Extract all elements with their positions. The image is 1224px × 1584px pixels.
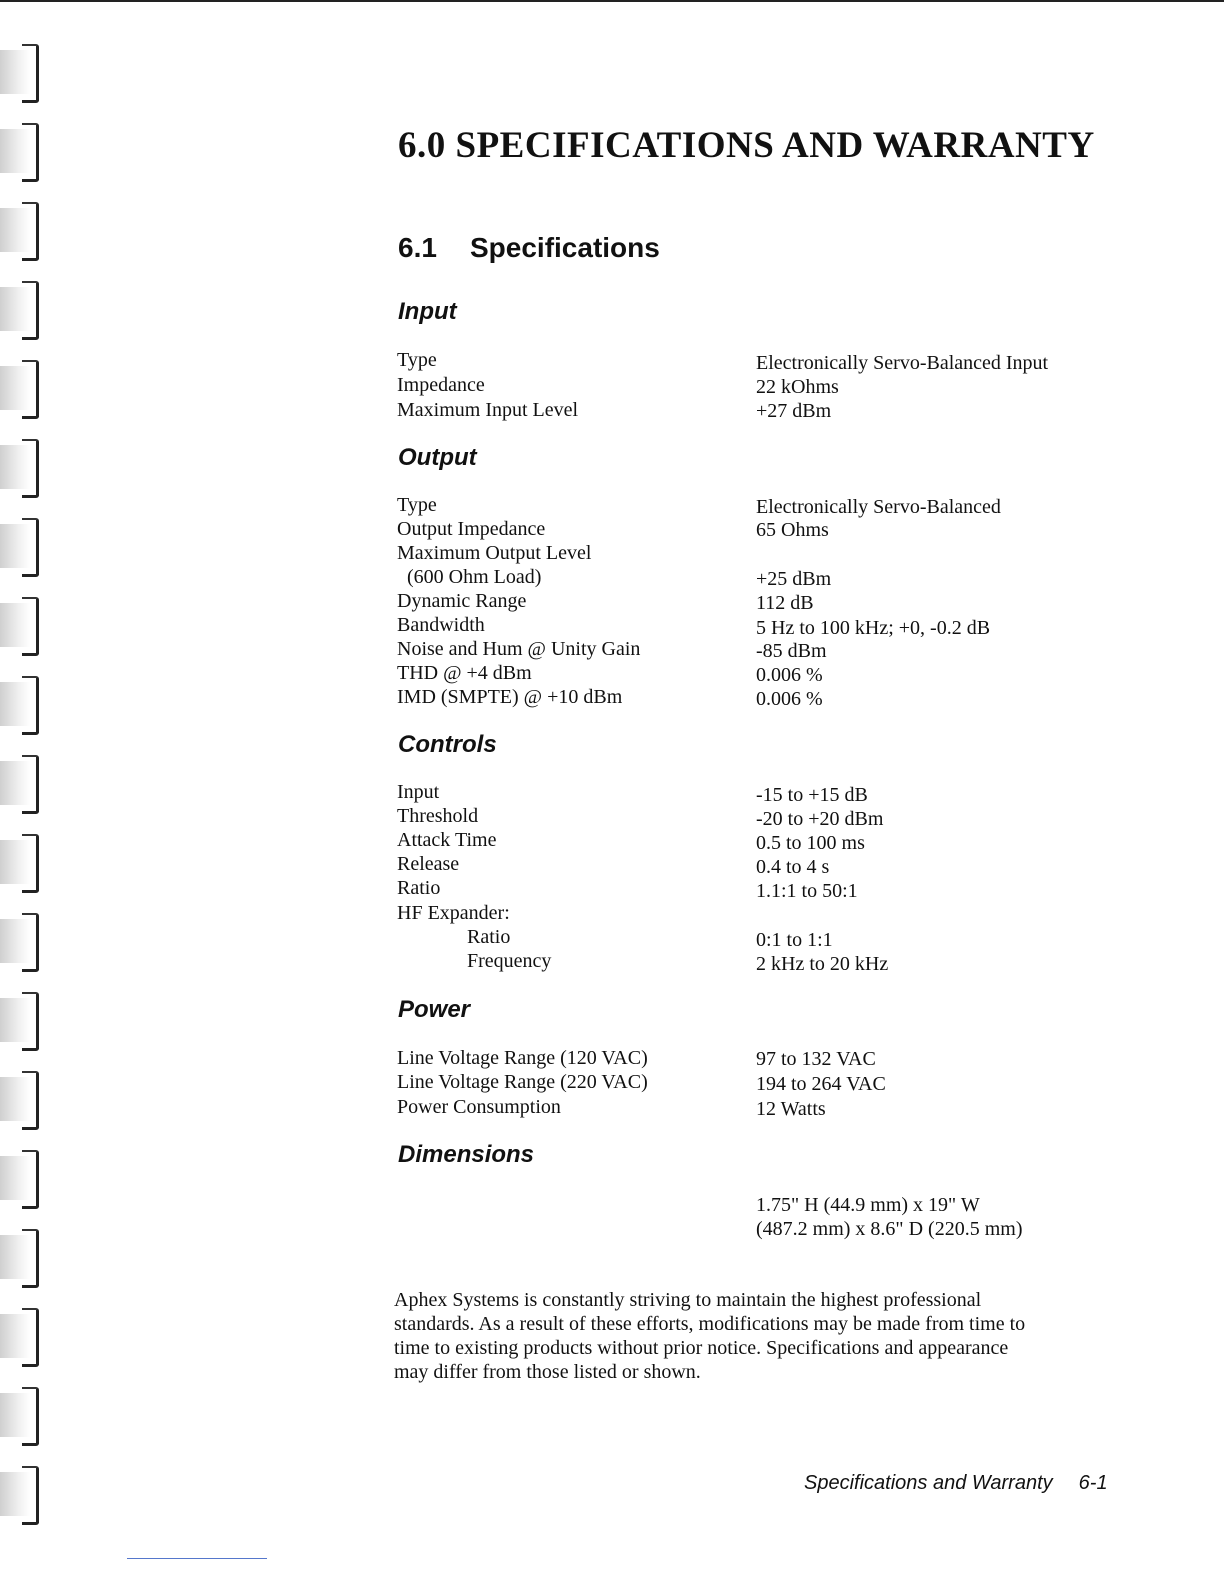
spec-label: Noise and Hum @ Unity Gain (397, 638, 641, 660)
binding-ring (0, 597, 46, 655)
spec-label: IMD (SMPTE) @ +10 dBm (397, 686, 623, 708)
spec-label: Line Voltage Range (220 VAC) (397, 1071, 648, 1093)
dimensions-heading: Dimensions (398, 1141, 535, 1168)
output-heading: Output (398, 444, 477, 471)
spec-value: 0:1 to 1:1 (756, 929, 833, 951)
spec-label: Power Consumption (397, 1096, 561, 1118)
spec-label: Ratio (467, 926, 511, 948)
notice-line: may differ from those listed or shown. (394, 1361, 701, 1383)
spec-value: Electronically Servo-Balanced Input (756, 352, 1049, 374)
spec-value: -20 to +20 dBm (756, 808, 884, 830)
spec-value: 194 to 264 VAC (756, 1073, 886, 1095)
page-edge-line (0, 0, 1224, 2)
section-number: 6.1 (398, 232, 437, 263)
binding-ring (0, 755, 46, 813)
spec-label: Type (397, 494, 437, 516)
spiral-binding (0, 0, 60, 1584)
spec-label: Attack Time (397, 829, 497, 851)
binding-ring (0, 1308, 46, 1366)
spec-label: Line Voltage Range (120 VAC) (397, 1047, 648, 1069)
binding-ring (0, 202, 46, 260)
spec-value: 112 dB (756, 592, 814, 614)
notice-line: Aphex Systems is constantly striving to maintain the highest professional (394, 1289, 982, 1311)
notice-line: standards. As a result of these efforts, modifications may be made from time to (394, 1313, 1026, 1335)
spec-label: Ratio (397, 877, 441, 899)
spec-label: Type (397, 349, 437, 371)
spec-value: 0.4 to 4 s (756, 856, 830, 878)
page-footer (804, 1472, 1108, 1495)
spec-value: +27 dBm (756, 400, 832, 422)
spec-label: (600 Ohm Load) (407, 566, 542, 588)
spec-value: 22 kOhms (756, 376, 839, 398)
binding-ring (0, 1466, 46, 1524)
spec-value: 1.1:1 to 50:1 (756, 880, 858, 902)
chapter-title: 6.0 SPECIFICATIONS AND WARRANTY (398, 125, 1095, 166)
binding-ring (0, 676, 46, 734)
footer-title: Specifications and Warranty (804, 1472, 1053, 1494)
section-heading (398, 232, 660, 264)
spec-label: Maximum Input Level (397, 399, 579, 421)
dimensions-line: 1.75" H (44.9 mm) x 19" W (756, 1194, 980, 1216)
notice-paragraph (394, 1288, 1114, 1384)
spec-label: Maximum Output Level (397, 542, 592, 564)
dimensions-line: (487.2 mm) x 8.6" D (220.5 mm) (756, 1218, 1023, 1240)
spec-value: 0.5 to 100 ms (756, 832, 865, 854)
spec-value: 12 Watts (756, 1098, 826, 1120)
spec-label: HF Expander: (397, 902, 510, 924)
binding-ring (0, 992, 46, 1050)
section-title: Specifications (470, 232, 660, 263)
controls-heading: Controls (398, 731, 497, 758)
spec-value: 65 Ohms (756, 519, 829, 541)
binding-ring (0, 44, 46, 102)
spec-label: Output Impedance (397, 518, 546, 540)
notice-line: time to existing products without prior notice. Specifications and appearance (394, 1337, 1009, 1359)
spec-value: 97 to 132 VAC (756, 1048, 876, 1070)
spec-value: 0.006 % (756, 664, 823, 686)
spec-value: -85 dBm (756, 640, 827, 662)
binding-ring (0, 518, 46, 576)
binding-ring (0, 123, 46, 181)
spec-label: Threshold (397, 805, 479, 827)
spec-label: Frequency (467, 950, 552, 972)
spec-value: 5 Hz to 100 kHz; +0, -0.2 dB (756, 617, 991, 639)
binding-ring (0, 1387, 46, 1445)
spec-value: +25 dBm (756, 568, 832, 590)
spec-value: -15 to +15 dB (756, 784, 868, 806)
binding-ring (0, 1071, 46, 1129)
binding-ring (0, 1150, 46, 1208)
spec-label: Bandwidth (397, 614, 485, 636)
binding-ring (0, 913, 46, 971)
spec-label: Input (397, 781, 440, 803)
page-number: 6-1 (1078, 1472, 1108, 1494)
spec-value: Electronically Servo-Balanced (756, 496, 1001, 518)
spec-label: Dynamic Range (397, 590, 527, 612)
binding-ring (0, 360, 46, 418)
spec-value: 2 kHz to 20 kHz (756, 953, 889, 975)
input-heading: Input (398, 298, 457, 325)
power-heading: Power (398, 996, 471, 1023)
spec-label: Release (397, 853, 460, 875)
binding-ring (0, 439, 46, 497)
binding-ring (0, 1229, 46, 1287)
scan-line (127, 1558, 267, 1559)
spec-label: THD @ +4 dBm (397, 662, 532, 684)
spec-value: 0.006 % (756, 688, 823, 710)
binding-ring (0, 834, 46, 892)
binding-ring (0, 281, 46, 339)
spec-label: Impedance (397, 374, 485, 396)
